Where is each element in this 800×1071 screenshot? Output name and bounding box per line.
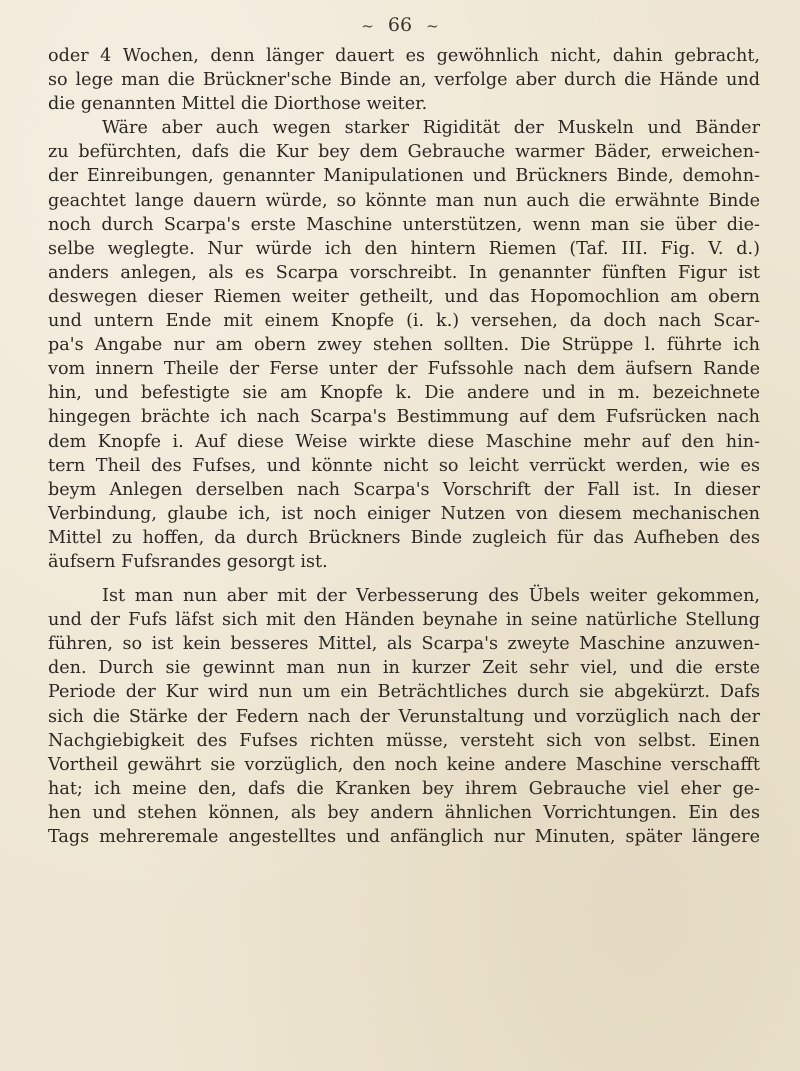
text-line: zu befürchten, dafs die Kur bey dem Gebrauche warmer Bäder, erweichen-: [48, 142, 760, 163]
text-line: oder 4 Wochen, denn länger dauert es gewöhnlich nicht, dahin gebracht,: [48, 46, 760, 66]
ornament-right-icon: ~: [426, 17, 439, 35]
page-number: 66: [387, 14, 413, 36]
text-line: vom innern Theile der Ferse unter der Fufssohle nach dem äufsern Rande: [48, 359, 760, 380]
text-line: noch durch Scarpa's erste Maschine unterstützen, wenn man sie über die-: [48, 214, 760, 235]
text-line: beym Anlegen derselben nach Scarpa's Vorschrift der Fall ist. In dieser: [48, 479, 760, 500]
text-line: hingegen brächte ich nach Scarpa's Bestimmung auf dem Fufsrücken nach: [48, 407, 760, 428]
text-line: Nachgiebigkeit des Fufses richten müsse, versteht sich von selbst. Einen: [48, 730, 760, 751]
text-line: Vortheil gewährt sie vorzüglich, den noch keine andere Maschine verschafft: [48, 754, 760, 775]
text-line: und der Fufs läfst sich mit den Händen beynahe in seine natürliche Stellung: [48, 610, 760, 631]
text-line: Ist man nun aber mit der Verbesserung des Übels weiter gekommen,: [102, 586, 760, 607]
text-line: die genannten Mittel die Diorthose weiter.: [48, 94, 428, 115]
text-line: dem Knopfe i. Auf diese Weise wirkte diese Maschine mehr auf den hin-: [48, 431, 760, 452]
text-line: geachtet lange dauern würde, so könnte man nun auch die erwähnte Binde: [48, 190, 760, 211]
page-header: [0, 14, 800, 36]
text-line: Periode der Kur wird nun um ein Beträchtliches durch sie abgekürzt. Dafs: [48, 682, 760, 703]
ornament-left-icon: ~: [361, 17, 374, 35]
text-line: tern Theil des Fufses, und könnte nicht so leicht verrückt werden, wie es: [48, 455, 760, 476]
body-text: [48, 44, 760, 849]
text-line: äufsern Fufsrandes gesorgt ist.: [48, 551, 328, 572]
text-line: hen und stehen können, als bey andern ähnlichen Vorrichtungen. Ein des: [48, 802, 760, 823]
text-line: pa's Angabe nur am obern zwey stehen sollten. Die Strüppe l. führte ich: [48, 335, 760, 356]
text-line: sich die Stärke der Federn nach der Verunstaltung und vorzüglich nach der: [48, 706, 760, 727]
text-line: hin, und befestigte sie am Knopfe k. Die andere und in m. bezeichnete: [48, 383, 760, 404]
text-line: Tags mehreremale angestelltes und anfänglich nur Minuten, später längere: [48, 827, 760, 847]
text-line: der Einreibungen, genannter Manipulationen und Brückners Binde, demohn-: [48, 166, 760, 187]
text-line: den. Durch sie gewinnt man nun in kurzer Zeit sehr viel, und die erste: [48, 658, 760, 679]
text-line: und untern Ende mit einem Knopfe (i. k.) versehen, da doch nach Scar-: [48, 311, 760, 332]
text-line: hat; ich meine den, dafs die Kranken bey ihrem Gebrauche viel eher ge-: [48, 778, 760, 799]
text-line: Verbindung, glaube ich, ist noch einiger Nutzen von diesem mechanischen: [48, 503, 760, 524]
text-line: deswegen dieser Riemen weiter getheilt, und das Hopomochlion am obern: [48, 286, 760, 307]
text-line: Mittel zu hoffen, da durch Brückners Binde zugleich für das Aufheben des: [48, 527, 760, 548]
text-line: anders anlegen, als es Scarpa vorschreibt. In genannter fünften Figur ist: [48, 262, 760, 283]
text-line: so lege man die Brückner'sche Binde an, verfolge aber durch die Hände und: [48, 70, 760, 91]
text-line: selbe weglegte. Nur würde ich den hintern Riemen (Taf. III. Fig. V. d.): [48, 238, 760, 259]
paragraph-gap: [48, 574, 760, 584]
text-line: führen, so ist kein besseres Mittel, als Scarpa's zweyte Maschine anzuwen-: [48, 634, 760, 655]
text-line: Wäre aber auch wegen starker Rigidität der Muskeln und Bänder: [102, 118, 760, 139]
